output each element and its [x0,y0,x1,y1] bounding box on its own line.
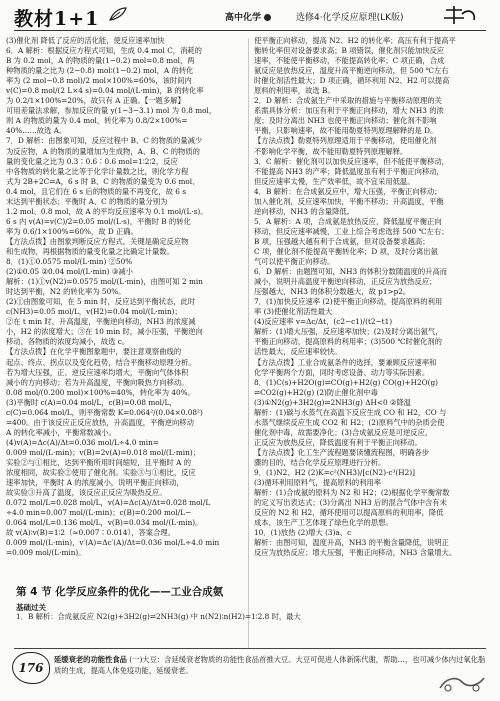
answer-text-line: 氨反应是放热反应，温度升高平衡逆向移动，但 500 ℃左右 [254,66,449,76]
answer-text-line: 量的变化量之比为 0.3∶0.6∶0.6 mol=1∶2∶2，反应 [6,156,178,166]
answer-text-line: 6．D 解析：由题图可知，NH3 的体积分数随温度的升高而 [254,267,448,277]
decorative-flourish-icon [440,4,480,28]
leaf-decoration-icon [108,6,128,22]
answer-text-line: ⇌CO2(g)+H2(g) (2)防止催化剂中毒 [254,387,378,397]
answer-text-line: 实验②与①相比，达到平衡所用时间缩短，且平衡时 A 的 [6,457,192,467]
answer-text-line: 【方法点拨】工业合成氨条件的选择，要兼顾反应速率和 [254,357,437,367]
answer-text-line: B 项，压强越大越有利于合成氨，但对设备要求越高； [254,236,430,246]
answer-text-line: 小，H2 的浓度增大；③在 10 min 时，减小压强，平衡逆向 [6,327,203,337]
footer-divider [14,648,486,649]
answer-text-line: 骤的目的，结合化学反应原理进行分析。 [254,457,386,467]
answer-text-line: 解析：(1)合成氨的原料为 N2 和 H2；(2)根据化学平衡常数 [254,488,450,498]
answer-text-line: 10．(1)放热 (2)增大 (3)a、c [254,528,352,538]
answer-text-line: 率为 0.6/1×100%=60%，故 D 正确。 [6,226,138,236]
answer-text-line: 若为增大压强，正、逆反应速率均增大，平衡向气体体积 [6,367,189,377]
page-number: 176 [12,652,50,684]
answer-text-line: 不能提高 NH3 的产率；降低温度虽有利于平衡正向移动， [254,166,444,176]
answer-text-line: (3)催化剂 降低了反应的活化能，使反应速率加快 [6,36,165,45]
header-divider [14,30,486,31]
answer-text-line: 逆向移动，NH3 的含量降低。 [254,206,354,216]
answer-text-line: (4)v(A)=Δc(A)/Δt=0.036 mol/L÷4.0 min= [6,437,159,447]
answer-text-line: 系需具体分析：加压有利于平衡正向移动，增大 NH3 的浓 [254,106,444,116]
answer-text-line: 9．(1)N2、H2 (2)K=c²(NH3)/[c(N2)·c³(H2)] [254,468,415,478]
answer-text-line: 8．(1)①0.0575 mol/(L·min) ②50% [6,257,133,267]
answer-text-line: ÷4.0 min=0.007 mol/(L·min)；c(B)=0.200 mol/L− [6,508,192,518]
answer-text-line: 起点、终点、拐点以及变化趋势，结合平衡移动原理分析。 [6,357,196,367]
answer-text-line: 种物质的量之比为 (2−0.8) mol∶(1−0.2) mol，A 的转化 [6,66,194,76]
answer-text-line: 0.064 mol/L=0.136 mol/L，v(B)=0.034 mol/(L·min)。 [6,518,203,528]
answer-text-line: C 项，催化剂不能提高平衡转化率；D 项，及时分离出氨 [254,246,438,256]
answer-text-line: 为 0.2/1×100%=20%，故只有 A 正确。【一题多解】 [6,96,185,106]
answer-text-line: 度；及时分离出 NH3 也使平衡正向移动；催化剂不影响 [254,116,437,126]
answer-text-line: 解析：(1)①v(N2)=0.0575 mol/(L·min)，由图可知 2 min [6,277,203,287]
answer-text-line: 气可以使平衡正向移动。 [254,257,335,267]
answer-text-line: 则 A 的物质的量为 0.4 mol，转化率为 0.8/2×100%= [6,116,188,126]
answer-text-line: 7．(1)加快反应速率 (2)使平衡正向移动，提高原料的利用 [254,297,443,307]
answer-text-line: (3)平衡时 c(A)=0.04 mol/L，c(B)=0.08 mol/L， [6,397,177,407]
answer-text-line: A 的转化率减小，平衡常数减小。 [6,427,116,437]
answer-text-line: 催化剂中毒，故需要净化；(3)合成氨反应是可逆反应， [254,427,433,437]
answer-text-line: 移动，各物质的浓度均减小，故选 c。 [6,337,130,347]
answer-text-line: 减小的方向移动；若为升高温度，平衡向吸热方向移动。 [6,377,189,387]
answer-text-line: 【方法点拨】在化学平衡图象题中，要注意观察曲线的 [6,347,182,357]
subject-label: 高中化学 [225,13,262,23]
answer-text-line: 解析：由图可知，温度升高，NH3 的平衡含量降低，说明正 [254,538,449,548]
answer-text-line: (4)反应速率 v=Δc/Δt，(c2−c1)/(t2−t1) [254,317,393,327]
answer-text-line: 为反应物，A 的物质的量增加为生成物，A、B、C 的物质的 [6,146,200,156]
answer-text-line: c(NH3)=0.05 mol/L，v(H2)=0.04 mol/(L·min)； [6,307,182,317]
answer-text-line: 40%……故选 A。 [6,126,67,136]
answer-text-line: 原料的利用率，故选 B。 [254,86,335,96]
answer-text-line: 水蒸气继续反应生成 CO2 和 H2；(2)原料气中的杂质会使 [254,417,445,427]
column-divider [248,38,249,648]
answer-text-line: 平衡正向移动，提高原料的利用率；(3)500 ℃时催化剂的 [254,337,442,347]
answer-text-line: 不影响化学平衡，故不能用勒夏特列原理解释。 [254,146,408,156]
answer-text-line: 0.072 mol/L=0.028 mol/L，v(A)=Δc(A)/Δt=0.028 mol/L [6,498,211,508]
answer-text-line: 正反应为放热反应，降低温度有利于平衡正向移动。 [254,437,422,447]
answer-text-line: 浓度相同，故实验②使用了催化剂。实验③与①相比，反应 [6,468,196,478]
answer-text-line: 8．(1)C(s)+H2O(g)⇌CO(g)+H2(g) CO(g)+H2O(g) [254,377,439,387]
answer-text-line: 平衡，只影响速率，故不能用勒夏特列原理解释的是 D。 [254,126,438,136]
answer-text-line: 衡转化率但对设备要求高；B 项错误，催化剂只能加快反应 [254,46,445,56]
answer-text-line: B 为 0.2 mol，A 的物质的量(1−0.2) mol=0.8 mol，两 [6,56,195,66]
answer-text-line: ②在 t min 时，升高温度，平衡逆向移动，NH3 的浓度减 [6,317,196,327]
answer-text-line: 【方法点拨】由图象判断反应方程式，关键是确定反应物 [6,236,189,246]
answer-text-line: (2)①由图象可知，在 5 min 时，反应达到平衡状态，此时 [6,297,196,307]
answer-text-line: 1.2 mol、0.8 mol，故 A 的平均反应速率为 0.1 mol/(L·s)。 [6,206,208,216]
answer-text-line: 率为 (2 mol−0.8 mol)/2 mol×100%=60%，该时间内 [6,76,192,86]
answer-text-line: 反应的 N2 和 H2，循环使用可以提高原料的利用率，降低 [254,508,444,518]
page-header [0,0,500,34]
corner-watermark-icon [436,672,488,694]
header-course: 选修4·化学反应原理(LK版) [296,13,404,23]
answer-text-line: =400。由于该反应正反应放热，升高温度，平衡逆向移动 [6,417,194,427]
footer-tip-label: 延缓衰老的功能性食品 [54,655,127,664]
answer-text-line: 反应为放热反应；增大压强，平衡正向移动，NH3 含量增大。 [254,548,457,558]
answer-text-line: 6．A 解析：根据反应方程式可知，生成 0.4 mol C，消耗的 [6,46,202,56]
answer-text-line: 2．D 解析：合成氨生产中采取的措施与平衡移动原理的关 [254,96,442,106]
answer-text-line: (2)①0.05 ②0.04 mol/(L·min) ③减小 [6,267,133,277]
answer-text-line: 减小，说明升高温度平衡逆向移动，正反应为放热反应； [254,277,437,287]
answer-text-line: 可用差量法求解，参加反应的量 y(1−3−3.1) mol 为 0.8 mol， [6,106,217,116]
answer-text-line: 成本，该生产工艺体现了绿色化学的思想。 [254,518,393,528]
section-title: 第 4 节 化学反应条件的优化——工业合成氨 [16,586,224,598]
answer-text-line: 故 v(A)∶v(B)=1∶2（≈0.007∶0.014），答案合理。 [6,528,175,538]
answer-text-line: 6 s 内 v(A)=v(C)/2=0.05 mol/(L·s)，平衡时 B 的转化 [6,216,191,226]
footer-tip [54,655,490,676]
answer-text-line: 活性最大，反应速率较快。 [254,347,342,357]
answer-text-line: 速率，不能使平衡移动，不能提高转化率；C 项正确，合成 [254,56,445,66]
answer-text-line: 7．D 解析：由图象可知，反应过程中 B、C 的物质的量减少 [6,136,203,146]
book-logo: 教材1+1 [14,8,100,30]
answer-text-line: 移动，但反应速率减慢，工业上综合考虑选择 500 ℃左右； [254,226,449,236]
answer-text-line: 解析：(1)增大压强，反应速率加快；(2)及时分离出氨气， [254,327,443,337]
answer-text-line: 时达到平衡，N2 的转化率为 50%。 [6,287,126,297]
right-answer-column [254,36,492,652]
answer-text-line: 解析：(1)碳与水蒸气在高温下反应生成 CO 和 H2，CO 与 [254,407,447,417]
answer-text-line: v(C)=0.8 mol/(2 L×4 s)=0.04 mol/(L·min)，B 的转化率 [6,86,204,96]
answer-text-line: 和生成物，再根据物质的量变化量之比确定计量数。 [6,246,174,256]
answer-text-line: 但反应速率太慢，生产效率低，故不宜采用低温。 [254,176,415,186]
answer-text-line: 0.08 mol/(0.200 mol)×100%=40%，转化率为 40%。 [6,387,195,397]
answer-text-line: (3)①N2(g)+3H2(g)⇌2NH3(g) ΔH<0 ②降温 [254,397,412,407]
answer-text-line: 【方法点拨】化工生产流程题要读懂流程图，明确各步 [254,447,430,457]
answer-text-line: 率 (3)使催化剂活性最大 [254,307,333,317]
answer-text-line: c(C)=0.064 mol/L，则平衡常数 K=0.064²/(0.04×0.08²) [6,407,203,417]
answer-text-line: 使平衡正向移动，提高 N2、H2 的转化率；高压有利于提高平 [254,36,456,45]
answer-text-line: =0.009 mol/(L·min)。 [6,548,86,558]
answer-text-line: 式为 2B+2C⇌A，6 s 时 B、C 的物质的量变为 0.6 mol、 [6,176,200,186]
answer-text-line: 化学平衡两个方面，同时考虑设备、动力等实际因素。 [254,367,430,377]
answer-text-line: 4．B 解析：在合成氨反应中，增大压强，平衡正向移动； [254,186,442,196]
basic-practice-first-line: 1．B 解析：合成氨反应 N2(g)+3H2(g)⇌2NH3(g) 中 n(N2)∶n(H2)=1∶2.8 时，最大 [16,612,301,621]
bullet-dot-icon [264,14,271,21]
answer-text-line: 3．C 解析：催化剂可以加快反应速率，但不能使平衡移动， [254,156,449,166]
answer-text-line: (3)循环利用原料气，提高原料的利用率 [254,478,382,488]
answer-text-line: 0.009 mol/(L·min)，v′(A)=Δc′(A)/Δt=0.036 mol/L÷4.0 min [6,538,220,548]
answer-text-line: 末达到平衡状态；平衡时 A、C 的物质的量分别为 [6,196,168,206]
answer-text-line: 【方法点拨】勒夏特列原理适用于平衡移动，使用催化剂 [254,136,437,146]
answer-text-line: 压强越大，NH3 的体积分数越大，故 p1>p2。 [254,287,411,297]
answer-text-line: 中各物质的转化量之比等于化学计量数之比，则化学方程 [6,166,189,176]
footer-tip-text: (一)大豆：含延缓衰老物质的功能性食品首推大豆。大豆可促进人体新陈代谢，帮助…，也可减少体内过氧化脂质的生成，提高人体免疫功能，延缓衰老。 [54,655,486,675]
answer-text-line: 时催化剂活性最大；D 项正确，循环利用 N2、H2 可以提高 [254,76,450,86]
answer-text-line: 5．A 解析：A 项，合成氨是放热反应，降低温度平衡正向 [254,216,442,226]
answer-text-line: 速率加快，平衡时 A 的浓度减小，说明平衡正向移动， [6,478,184,488]
answer-text-line: 0.009 mol/(L·min)；v(B)=2v(A)=0.018 mol/(L·min)； [6,447,200,457]
header-subject [225,10,274,23]
left-answer-column [6,36,244,648]
answer-text-line: 0.4 mol，且它们在 6 s 后的物质的量不再变化，故 6 s [6,186,186,196]
answer-text-line: 加入催化剂，反应速率加快，平衡不移动；升高温度，平衡 [254,196,444,206]
basic-practice-label: 基础过关 [16,603,46,612]
answer-text-line: 故实验③升高了温度，该反应正反应为吸热反应。 [6,488,167,498]
answer-text-line: 的定义写出表达式；(3)分离出 NH3 后的混合气体中含有未 [254,498,447,508]
